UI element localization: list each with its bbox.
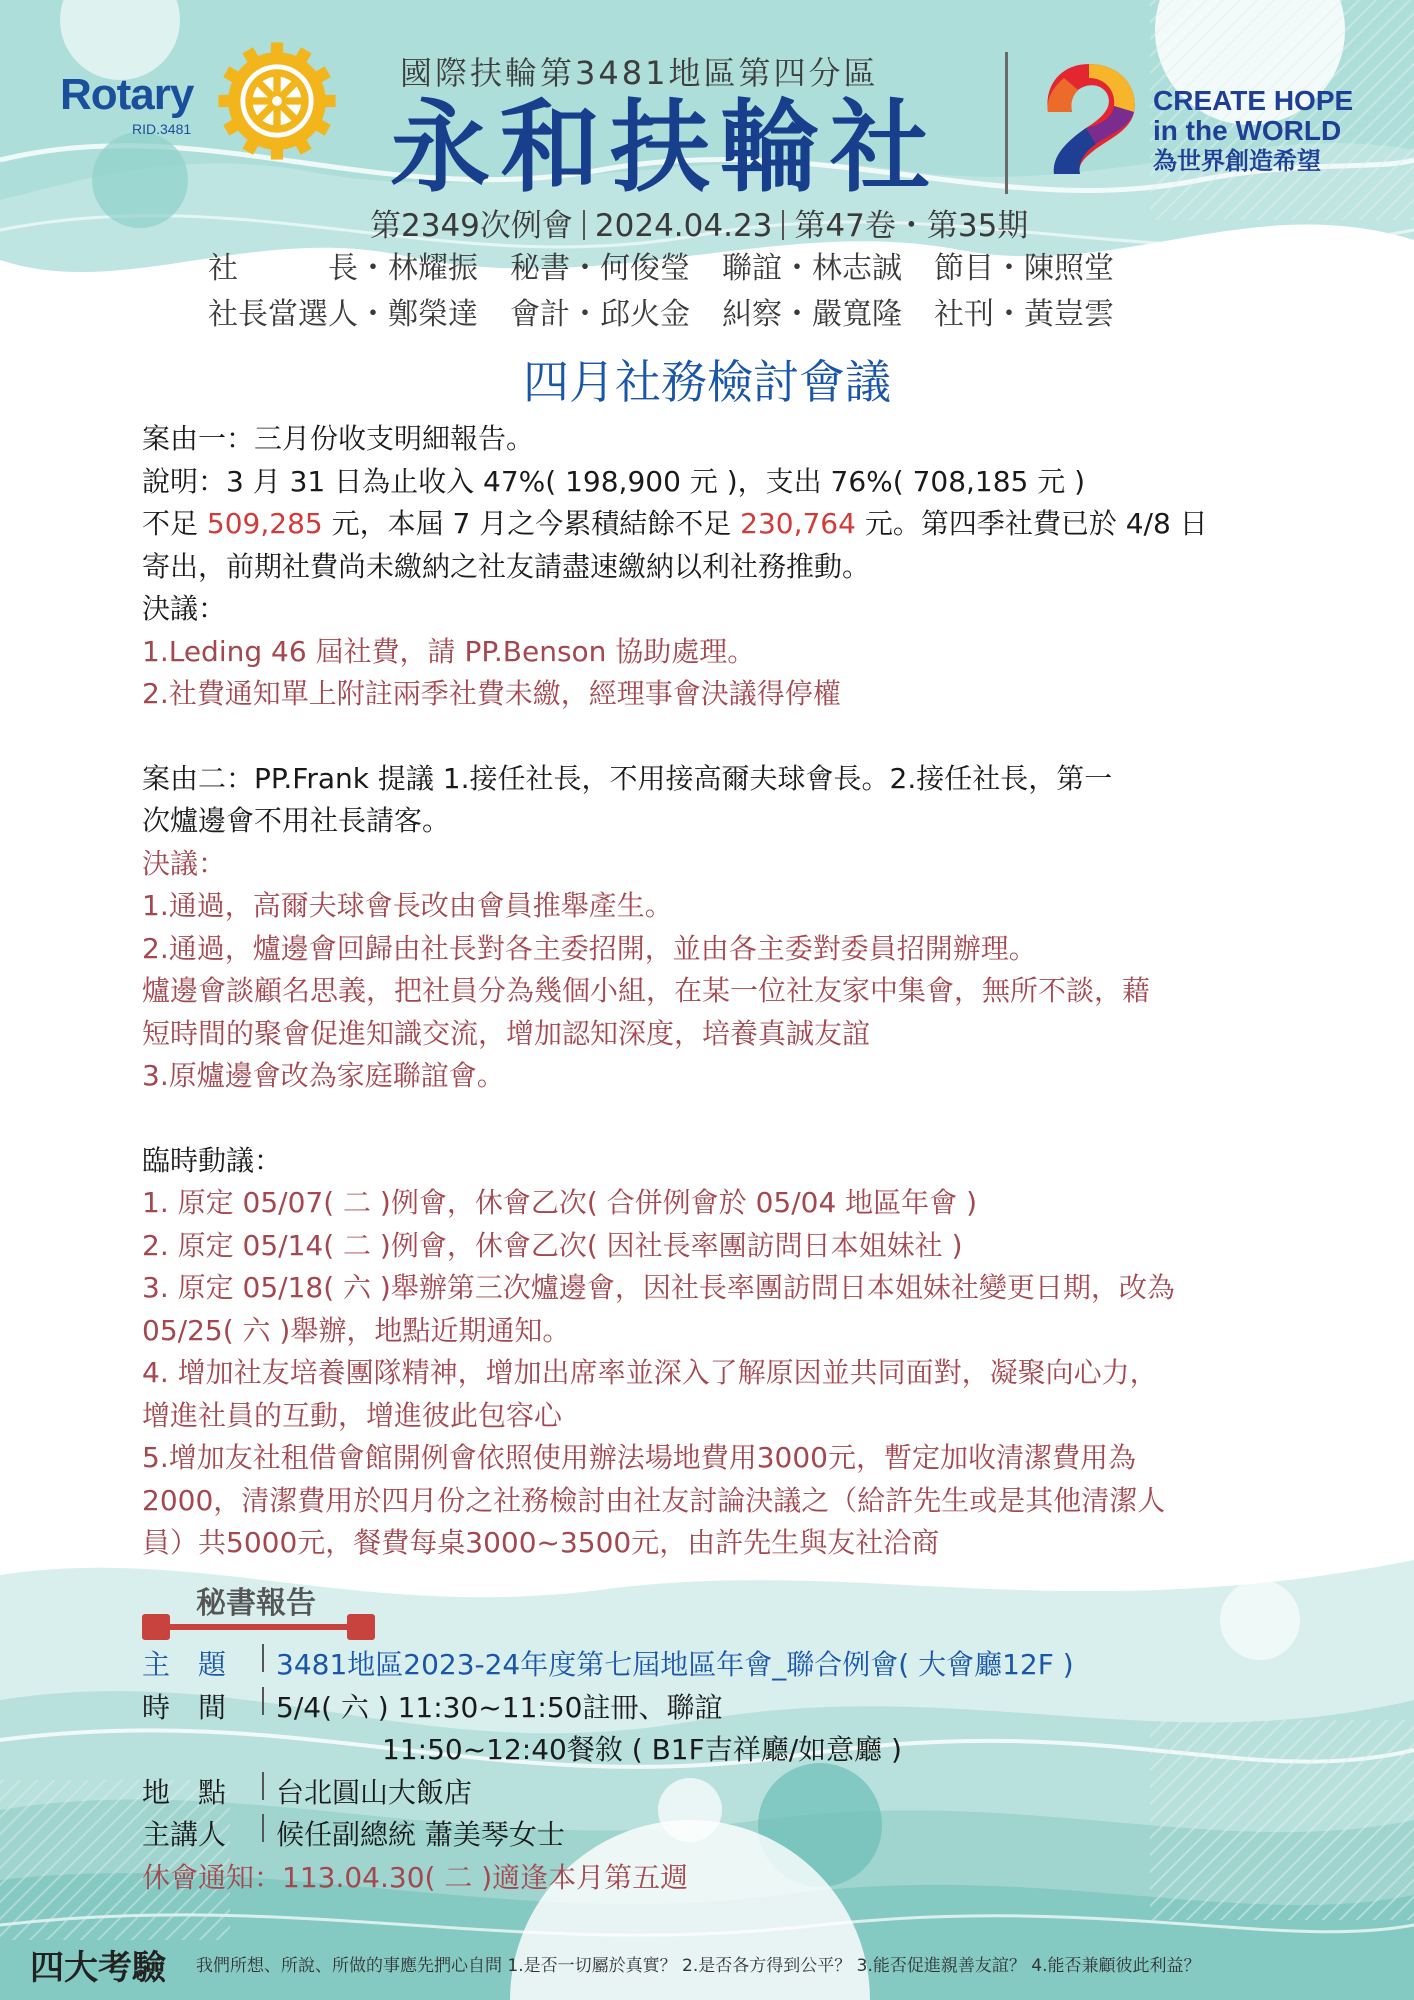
four-way-test-text: 我們所想、所說、所做的事應先捫心自問 1.是否一切屬於真實？ 2.是否各方得到公平？ 3.能否促進親善友誼？ 4.能否兼顧彼此利益？ [196, 1956, 1201, 1976]
hope-line-3: 為世界創造希望 [1153, 147, 1321, 175]
section-bar-decoration [142, 1614, 375, 1640]
desc2-text-a: 不足 [142, 507, 207, 540]
district-line: 國際扶輪第3481地區第四分區 [400, 54, 879, 92]
time-label [142, 1687, 254, 1730]
case2-resolution-label: 決議： [142, 846, 227, 880]
case2-line-5: 3.原爐邊會改為家庭聯誼會。 [142, 1059, 505, 1092]
page-title: 四月社務檢討會議 [523, 355, 891, 409]
case2-line-4: 短時間的聚會促進知識交流，增加認知深度，培養真誠友誼 [142, 1016, 871, 1050]
case2-heading-2: 次爐邊會不用社長請客。 [142, 804, 451, 837]
balance-shortfall: 230,764 [740, 507, 856, 540]
report-place-row [142, 1772, 1074, 1815]
rotary-logo-text: Rotary [60, 70, 194, 119]
case1-resolution-2: 2.社費通知單上附註兩季社費未繳，經理事會決議得停權 [142, 677, 841, 710]
separator [782, 210, 784, 240]
recess-notice: 休會通知：113.04.30( 二 )適逢本月第五週 [142, 1860, 689, 1894]
create-hope-slogan [1153, 86, 1353, 176]
header-divider [1005, 52, 1008, 194]
separator [583, 210, 585, 240]
club-name: 永和扶輪社 [390, 88, 940, 206]
report-time-row-2 [142, 1729, 1074, 1772]
speaker-label [142, 1814, 254, 1857]
case1-desc-3: 寄出，前期社費尚未繳納之社友請盡速繳納以利社務推動。 [142, 549, 871, 583]
meeting-minutes [142, 418, 1292, 1565]
desc2-text-b: 元，本屆 7 月之今累積結餘不足 [322, 507, 741, 540]
motion-line-1: 1. 原定 05/07( 二 )例會，休會乙次( 合併例會於 05/04 地區年會 ) [142, 1186, 977, 1219]
motion-line-4: 05/25( 六 )舉辦，地點近期通知。 [142, 1313, 571, 1347]
desc2-text-c: 元。第四季社費已於 4/8 日 [855, 507, 1208, 540]
motion-line-6: 增進社員的互動，增進彼此包容心 [142, 1398, 563, 1432]
place-label [142, 1772, 254, 1815]
motion-line-2: 2. 原定 05/14( 二 )例會，休會乙次( 因社長率團訪問日本姐妹社 ) [142, 1228, 963, 1262]
spacer [142, 1098, 1292, 1140]
place-label-text: 地 點 [142, 1775, 227, 1809]
officer-president-elect: 社長當選人・鄭榮達 [208, 297, 478, 332]
case2-line-2: 2.通過，爐邊會回歸由社長對各主委招開，並由各主委對委員招開辦理。 [142, 931, 1037, 965]
motion-line-5: 4. 增加社友培養團隊精神，增加出席率並深入了解原因並共同面對，凝聚向心力， [142, 1356, 1158, 1389]
officer-program: 節目・陳照堂 [934, 251, 1114, 286]
report-speaker-row [142, 1814, 1074, 1857]
officer-sergeant: 糾察・嚴寬隆 [722, 297, 902, 332]
separator [262, 1687, 264, 1715]
officer-editor: 社刊・黃豈雲 [934, 297, 1114, 332]
hope-line-2: in the WORLD [1153, 115, 1342, 146]
officers-list [208, 246, 1146, 338]
place-value: 台北圓山大飯店 [276, 1775, 473, 1809]
shortfall-amount: 509,285 [206, 507, 323, 540]
time-value-1: 5/4( 六 ) 11:30~11:50註冊、聯誼 [276, 1690, 723, 1724]
case1-heading: 案由一：三月份收支明細報告。 [142, 422, 535, 455]
separator [262, 1772, 264, 1800]
meeting-date: 2024.04.23 [594, 208, 773, 244]
topic-label-text: 主 題 [142, 1648, 227, 1681]
officer-secretary: 秘書・何俊瑩 [510, 251, 690, 286]
meeting-number: 第2349次例會 [370, 208, 573, 244]
topic-value: 3481地區2023-24年度第七屆地區年會_聯合例會( 大會廳12F ) [276, 1648, 1074, 1681]
report-topic-row [142, 1644, 1074, 1687]
motion-line-9: 員）共5000元，餐費每桌3000~3500元，由許先生與友社洽商 [142, 1526, 940, 1559]
officer-president: 社 長・林耀振 [208, 251, 478, 286]
rotary-wheel-icon [216, 40, 338, 162]
time-label-text: 時 間 [142, 1690, 227, 1724]
speaker-value: 候任副總統 蕭美琴女士 [276, 1818, 565, 1851]
meeting-info [370, 200, 1028, 245]
report-time-row [142, 1687, 1074, 1730]
separator [262, 1644, 264, 1672]
motion-line-8: 2000，清潔費用於四月份之社務檢討由社友討論決議之（給許先生或是其他清潔人 [142, 1483, 1166, 1517]
spacer [142, 716, 1292, 758]
topic-label [142, 1644, 254, 1687]
four-way-test-heading: 四大考驗 [30, 1948, 166, 1988]
create-hope-logo-icon [1034, 56, 1144, 178]
volume-issue: 第47卷・第35期 [794, 208, 1029, 244]
officers-row-1 [208, 246, 1146, 292]
officers-row-2 [208, 292, 1146, 338]
hope-line-1: CREATE HOPE [1153, 85, 1354, 116]
secretary-report-title: 秘書報告 [196, 1586, 316, 1621]
motions-heading: 臨時動議： [142, 1143, 283, 1177]
officer-treasurer: 會計・邱火金 [510, 297, 690, 332]
case1-resolution-1: 1.Leding 46 屆社費，請 PP.Benson 協助處理。 [142, 634, 756, 668]
case2-line-1: 1.通過，高爾夫球會長改由會員推舉產生。 [142, 889, 673, 922]
case1-resolution-label: 決議： [142, 592, 227, 625]
separator [262, 1814, 264, 1842]
motion-line-3: 3. 原定 05/18( 六 )舉辦第三次爐邊會，因社長率團訪問日本姐妹社變更日期，改為 [142, 1271, 1175, 1304]
secretary-report [142, 1644, 1074, 1899]
time-value-2: 11:50~12:40餐敘 ( B1F吉祥廳/如意廳 ) [382, 1733, 902, 1766]
case2-heading-1: 案由二：PP.Frank 提議 1.接任社長，不用接高爾夫球會長。2.接任社長，第一 [142, 761, 1113, 795]
case1-desc-2 [142, 503, 1292, 546]
speaker-label-text: 主講人 [142, 1818, 227, 1851]
motion-line-7: 5.增加友社租借會館開例會依照使用辦法場地費用3000元，暫定加收清潔費用為 [142, 1441, 1136, 1474]
rid-label: RID.3481 [132, 121, 192, 137]
case1-desc-1: 說明：3 月 31 日為止收入 47%( 198,900 元 )，支出 76%( 708,185 元 ) [142, 464, 1086, 498]
officer-fellowship: 聯誼・林志誠 [722, 251, 902, 286]
case2-line-3: 爐邊會談顧名思義，把社員分為幾個小組，在某一位社友家中集會，無所不談，藉 [142, 974, 1151, 1007]
